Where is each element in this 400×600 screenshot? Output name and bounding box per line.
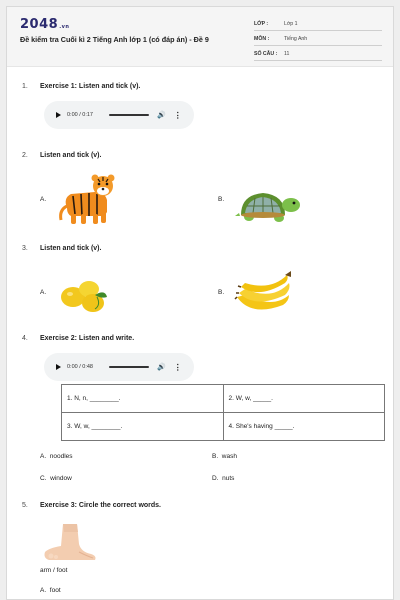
q5-choice-a xyxy=(40,587,61,594)
question-number: 1. xyxy=(22,83,28,90)
table-cell: 4. She's having _____. xyxy=(223,413,384,441)
meta-row-count xyxy=(254,46,382,61)
meta-row-subject xyxy=(254,31,382,46)
choice-letter: A. xyxy=(40,587,47,594)
meta-value: Lớp 1 xyxy=(284,21,298,27)
audio-player-1[interactable] xyxy=(44,101,194,129)
meta-label: SỐ CÂU : xyxy=(254,51,278,57)
question-number: 4. xyxy=(22,335,28,342)
question-3 xyxy=(22,245,101,252)
tiger-image xyxy=(57,172,115,226)
table-row xyxy=(62,385,385,413)
fill-in-table xyxy=(61,384,385,441)
page-header xyxy=(7,7,393,67)
question-2 xyxy=(22,152,101,159)
meta-row-class xyxy=(254,16,382,31)
logo-suffix: .vn xyxy=(59,24,70,30)
table-cell: 2. W, w, _____. xyxy=(223,385,384,413)
audio-player-2[interactable] xyxy=(44,353,194,381)
foot-image xyxy=(41,522,97,562)
choice-text: foot xyxy=(49,587,61,594)
play-icon[interactable] xyxy=(56,112,61,118)
audio-progress-track[interactable] xyxy=(109,366,149,368)
choice-letter: C. xyxy=(40,475,47,482)
meta-label: LỚP : xyxy=(254,21,269,27)
question-text: Listen and tick (v). xyxy=(40,245,102,252)
question-text: Exercise 1: Listen and tick (v). xyxy=(40,83,141,90)
option-letter: A. xyxy=(40,196,47,203)
choice-text: wash xyxy=(221,453,237,460)
choice-d xyxy=(212,475,234,482)
word-choices: arm / foot xyxy=(40,567,68,574)
turtle-image xyxy=(235,185,303,225)
meta-value: Tiếng Anh xyxy=(284,36,308,42)
audio-progress-track[interactable] xyxy=(109,114,149,116)
choice-a xyxy=(40,453,73,460)
more-options-icon[interactable]: ⋮ xyxy=(173,362,182,372)
audio-time: 0:00 / 0:48 xyxy=(67,364,93,370)
table-cell: 3. W, w, ________. xyxy=(62,413,224,441)
table-row xyxy=(62,413,385,441)
option-letter: B. xyxy=(218,196,225,203)
meta-info xyxy=(254,16,382,61)
lemons-image xyxy=(57,275,109,315)
volume-icon[interactable]: 🔊 xyxy=(157,112,166,119)
audio-time: 0:00 / 0:17 xyxy=(67,112,93,118)
question-number: 5. xyxy=(22,502,28,509)
meta-label: MÔN : xyxy=(254,36,270,42)
option-letter: A. xyxy=(40,289,47,296)
logo-text: 2048 xyxy=(20,17,59,32)
question-4 xyxy=(22,335,134,342)
choice-b xyxy=(212,453,237,460)
page-title: Đề kiểm tra Cuối kì 2 Tiếng Anh lớp 1 (có đáp án) - Đề 9 xyxy=(20,35,209,44)
choice-c xyxy=(40,475,72,482)
volume-icon[interactable]: 🔊 xyxy=(157,364,166,371)
more-options-icon[interactable]: ⋮ xyxy=(173,110,182,120)
question-text: Listen and tick (v). xyxy=(40,152,102,159)
question-number: 3. xyxy=(22,245,28,252)
play-icon[interactable] xyxy=(56,364,61,370)
table-cell: 1. N, n, ________. xyxy=(62,385,224,413)
question-number: 2. xyxy=(22,152,28,159)
question-1 xyxy=(22,83,140,90)
choice-letter: A. xyxy=(40,453,47,460)
option-letter: B. xyxy=(218,289,225,296)
site-logo[interactable] xyxy=(20,17,69,32)
bananas-image xyxy=(233,271,295,319)
question-5 xyxy=(22,502,161,509)
choice-text: window xyxy=(50,475,72,482)
meta-value: 11 xyxy=(284,51,290,57)
worksheet xyxy=(6,6,394,600)
choice-letter: B. xyxy=(212,453,219,460)
question-text: Exercise 2: Listen and write. xyxy=(40,335,135,342)
choice-letter: D. xyxy=(212,475,219,482)
choice-text: nuts xyxy=(222,475,235,482)
choice-text: noodles xyxy=(49,453,73,460)
question-text: Exercise 3: Circle the correct words. xyxy=(40,502,161,509)
